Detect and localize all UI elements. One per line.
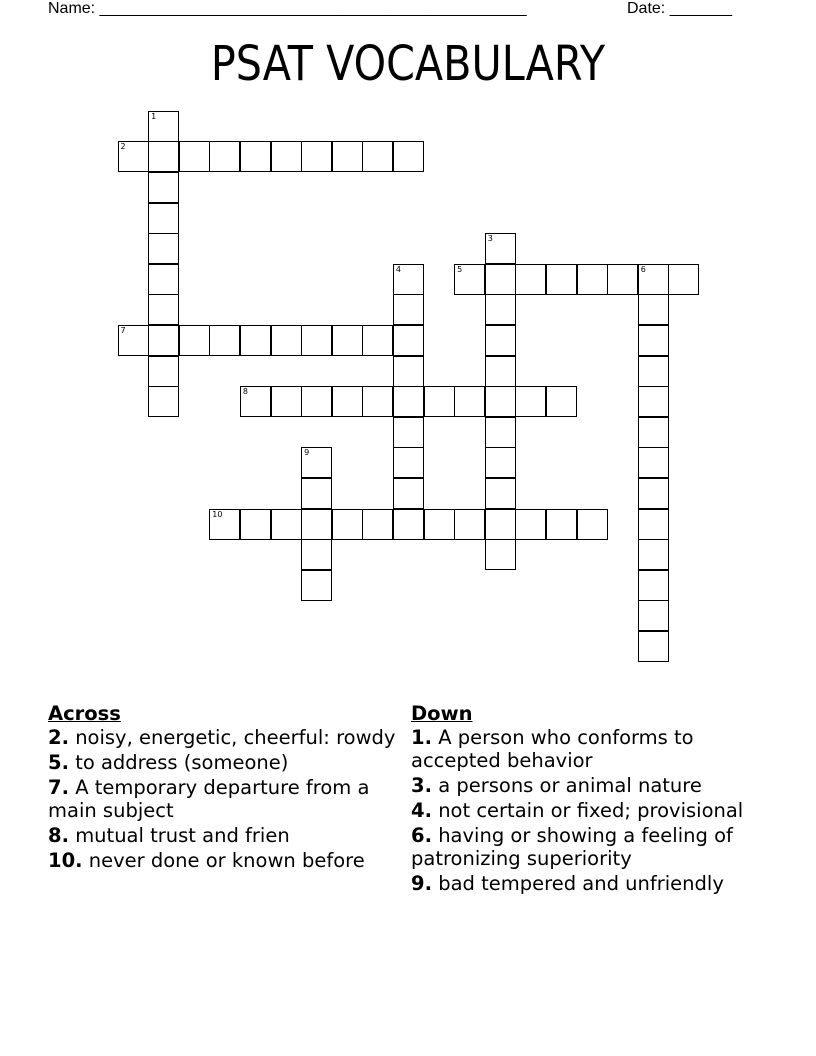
clue-number-label: 6 [640,264,646,274]
crossword-cell[interactable] [332,141,363,172]
across-clue-10 [48,849,396,872]
crossword-cell[interactable] [485,356,516,387]
crossword-cell[interactable] [546,509,577,540]
crossword-cell[interactable] [301,539,332,570]
crossword-cell[interactable] [485,233,516,264]
clue-number-label: 3 [487,234,493,244]
crossword-cell[interactable] [301,509,332,540]
clue-text: never done or known before [88,849,365,872]
crossword-cell[interactable] [301,325,332,356]
crossword-cell[interactable] [148,264,179,295]
crossword-cell[interactable] [638,447,669,478]
crossword-cell[interactable] [209,325,240,356]
clue-number-label: 1 [151,111,157,121]
crossword-cell[interactable] [393,325,424,356]
crossword-cell[interactable] [148,386,179,417]
crossword-cell[interactable] [148,233,179,264]
crossword-cell[interactable] [485,447,516,478]
crossword-cell[interactable] [332,325,363,356]
across-clue-8 [48,824,396,847]
crossword-cell[interactable] [638,356,669,387]
across-clue-5 [48,751,396,774]
clue-number: 3. [411,774,432,797]
clue-number: 7. [48,776,69,799]
clue-text: A temporary departure from a main subject [48,776,370,822]
crossword-cell[interactable] [301,570,332,601]
clue-number: 4. [411,799,432,822]
crossword-cell[interactable] [148,356,179,387]
crossword-cell[interactable] [638,478,669,509]
crossword-cell[interactable] [485,417,516,448]
down-clue-3 [411,774,761,797]
crossword-cell[interactable] [454,386,485,417]
crossword-cell[interactable] [638,294,669,325]
clue-number: 8. [48,824,69,847]
crossword-cell[interactable] [362,325,393,356]
down-clue-4 [411,799,761,822]
crossword-cell[interactable] [515,386,546,417]
down-clues [411,702,761,897]
crossword-cell[interactable] [362,141,393,172]
puzzle-title: PSAT VOCABULARY [210,36,606,92]
down-clue-9 [411,872,761,895]
down-clue-6 [411,824,761,870]
crossword-cell[interactable] [546,264,577,295]
crossword-cell[interactable] [148,325,179,356]
crossword-cell[interactable] [362,509,393,540]
crossword-cell[interactable] [148,111,179,142]
clue-text: noisy, energetic, cheerful: rowdy [75,726,396,749]
crossword-cell[interactable] [638,539,669,570]
clue-text: mutual trust and frien [75,824,290,847]
date-field-label: Date: _______ [627,0,732,17]
crossword-cell[interactable] [485,509,516,540]
clue-text: to address (someone) [75,751,289,774]
crossword-cell[interactable] [271,386,302,417]
crossword-cell[interactable] [638,631,669,662]
crossword-cell[interactable] [393,141,424,172]
name-field-label: Name: ________________________________________________ [48,0,527,17]
crossword-cell[interactable] [393,509,424,540]
crossword-cell[interactable] [577,509,608,540]
clue-number: 2. [48,726,69,749]
clue-number-label: 2 [120,142,126,152]
crossword-cell[interactable] [118,141,149,172]
crossword-cell[interactable] [301,478,332,509]
across-clue-7 [48,776,396,822]
crossword-cell[interactable] [424,509,455,540]
clue-number: 9. [411,872,432,895]
crossword-cell[interactable] [638,417,669,448]
clue-number-label: 5 [457,264,463,274]
crossword-cell[interactable] [638,325,669,356]
across-heading: Across [48,702,121,725]
crossword-cell[interactable] [301,141,332,172]
clue-number: 6. [411,824,432,847]
crossword-cell[interactable] [179,141,210,172]
crossword-cell[interactable] [577,264,608,295]
crossword-cell[interactable] [638,264,669,295]
down-heading: Down [411,702,473,725]
crossword-cell[interactable] [668,264,699,295]
clue-number-label: 4 [395,264,401,274]
crossword-cell[interactable] [485,294,516,325]
across-clues [48,702,396,874]
crossword-cell[interactable] [393,386,424,417]
crossword-cell[interactable] [638,509,669,540]
crossword-cell[interactable] [118,325,149,356]
clue-text: having or showing a feeling of patronizing superiority [411,824,733,870]
crossword-cell[interactable] [485,478,516,509]
crossword-cell[interactable] [179,325,210,356]
crossword-cell[interactable] [485,264,516,295]
crossword-cell[interactable] [271,509,302,540]
crossword-cell[interactable] [515,509,546,540]
crossword-cell[interactable] [638,600,669,631]
crossword-cell[interactable] [454,264,485,295]
crossword-cell[interactable] [485,386,516,417]
across-clue-2 [48,726,396,749]
clue-text: a persons or animal nature [438,774,702,797]
crossword-cell[interactable] [240,386,271,417]
clue-number: 1. [411,726,432,749]
crossword-cell[interactable] [393,417,424,448]
crossword-cell[interactable] [301,447,332,478]
crossword-cell[interactable] [148,172,179,203]
crossword-cell[interactable] [454,509,485,540]
clue-text: A person who conforms to accepted behavior [411,726,694,772]
crossword-cell[interactable] [332,386,363,417]
crossword-cell[interactable] [240,141,271,172]
crossword-cell[interactable] [485,539,516,570]
crossword-cell[interactable] [638,386,669,417]
crossword-cell[interactable] [393,447,424,478]
crossword-cell[interactable] [148,294,179,325]
crossword-cell[interactable] [240,509,271,540]
crossword-cell[interactable] [240,325,271,356]
crossword-cell[interactable] [332,509,363,540]
crossword-cell[interactable] [515,264,546,295]
crossword-cell[interactable] [209,141,240,172]
clue-number: 5. [48,751,69,774]
crossword-cell[interactable] [301,386,332,417]
crossword-cell[interactable] [209,509,240,540]
crossword-cell[interactable] [271,141,302,172]
crossword-cell[interactable] [393,294,424,325]
crossword-cell[interactable] [148,203,179,234]
clue-number-label: 9 [304,448,310,458]
crossword-cell[interactable] [393,264,424,295]
clue-number: 10. [48,849,83,872]
crossword-cell[interactable] [485,325,516,356]
clue-number-label: 8 [242,387,248,397]
crossword-cell[interactable] [362,386,393,417]
clue-number-label: 10 [212,509,223,519]
crossword-cell[interactable] [546,386,577,417]
clue-number-label: 7 [120,325,126,335]
crossword-cell[interactable] [393,478,424,509]
crossword-cell[interactable] [148,141,179,172]
crossword-cell[interactable] [393,356,424,387]
crossword-cell[interactable] [424,386,455,417]
clue-text: bad tempered and unfriendly [438,872,724,895]
down-clue-1 [411,726,761,772]
crossword-cell[interactable] [271,325,302,356]
crossword-cell[interactable] [607,264,638,295]
crossword-cell[interactable] [638,570,669,601]
clue-text: not certain or fixed; provisional [438,799,744,822]
